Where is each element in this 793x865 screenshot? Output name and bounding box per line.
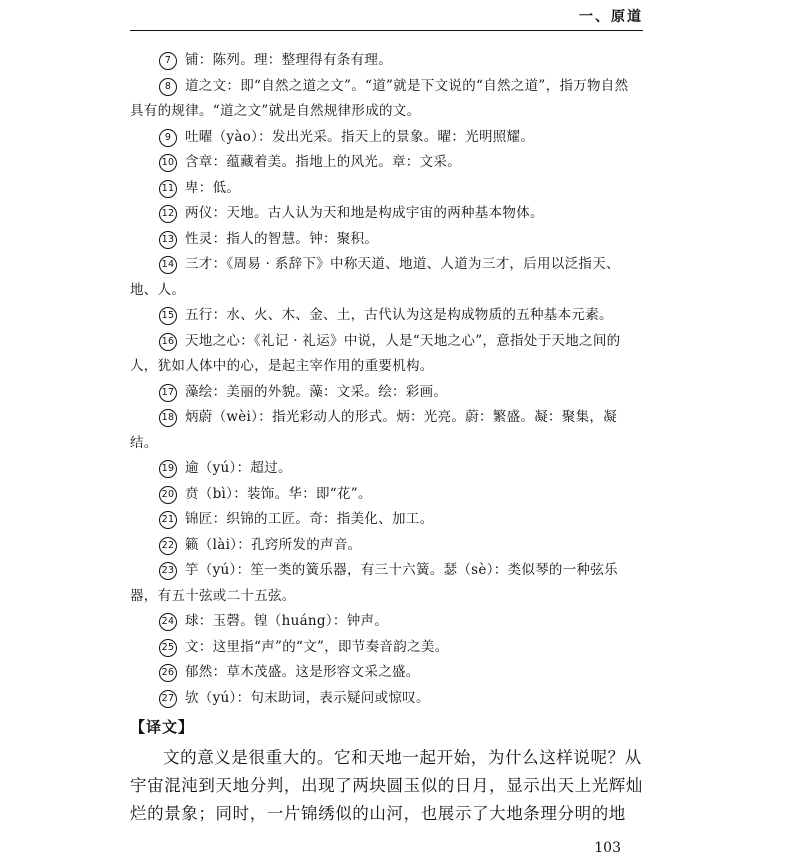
note-text: 炳蔚（wèi）：指光彩动人的形式。炳：光亮。蔚：繁盛。凝：聚集，凝结。 (130, 409, 618, 451)
annotation-note (130, 456, 642, 482)
note-text: 藻绘：美丽的外貌。藻：文采。绘：彩画。 (185, 383, 448, 400)
note-number-badge: 14 (159, 256, 177, 274)
annotation-note (130, 380, 642, 406)
note-number-badge: 12 (159, 205, 177, 223)
note-number-badge: 18 (159, 409, 177, 427)
note-text: 锦匠：织锦的工匠。奇：指美化、加工。 (185, 511, 434, 527)
page-number: 103 (594, 840, 621, 856)
annotation-note (130, 660, 642, 686)
annotation-note (130, 609, 642, 635)
annotation-list (130, 48, 642, 711)
note-number-badge: 25 (159, 639, 177, 657)
note-text: 五行：水、火、木、金、土，古代认为这是构成物质的五种基本元素。 (185, 307, 613, 323)
note-text: 球：玉磬。锽（huáng）：钟声。 (185, 613, 389, 629)
annotation-note (130, 533, 642, 559)
note-number-badge: 21 (159, 511, 177, 529)
annotation-note (130, 405, 642, 456)
note-number-badge: 23 (159, 562, 177, 580)
note-text: 文：这里指“声”的“文”，即节奏音韵之美。 (185, 638, 449, 655)
note-number-badge: 10 (159, 154, 177, 172)
note-number-badge: 24 (159, 613, 177, 631)
annotation-note (130, 558, 642, 609)
note-text: 贲（bì）：装饰。华：即“花”。 (185, 485, 372, 502)
annotation-note (130, 176, 642, 202)
annotation-note (130, 635, 642, 661)
note-text: 三才：《周易 · 系辞下》中称天道、地道、人道为三才，后用以泛指天、地、人。 (130, 256, 620, 298)
annotation-note (130, 686, 642, 712)
annotation-note (130, 201, 642, 227)
annotation-note (130, 150, 642, 176)
note-number-badge: 19 (159, 460, 177, 478)
note-number-badge: 13 (159, 231, 177, 249)
section-heading: 【译文】 (130, 718, 195, 736)
note-number-badge: 9 (159, 129, 177, 147)
note-text: 两仪：天地。古人认为天和地是构成宇宙的两种基本物体。 (185, 205, 544, 221)
note-text: 性灵：指人的智慧。钟：聚积。 (185, 230, 379, 247)
note-number-badge: 17 (159, 384, 177, 402)
annotation-note (130, 227, 642, 253)
note-number-badge: 22 (159, 537, 177, 555)
note-text: 欤（yú）：句末助词，表示疑问或惊叹。 (185, 689, 430, 706)
annotation-note (130, 252, 642, 303)
annotation-note (130, 74, 642, 125)
translation-paragraph: 文的意义是很重大的。它和天地一起开始，为什么这样说呢？从宇宙混沌到天地分判，出现了两块圆玉似的日月，显示出天上光辉灿烂的景象；同时，一片锦绣似的山河，也展示了大地条理分明的地 (130, 748, 643, 823)
note-text: 籁（lài）：孔窍所发的声音。 (185, 536, 362, 553)
annotation-note (130, 482, 642, 508)
annotation-note (130, 303, 642, 329)
note-text: 道之文：即“自然之道之文”。“道”就是下文说的“自然之道”，指万物自然具有的规律。“道之文”就是自然规律形成的文。 (130, 77, 629, 119)
running-header: 一、原道 (579, 9, 643, 25)
note-number-badge: 27 (159, 690, 177, 708)
note-text: 天地之心：《礼记 · 礼运》中说，人是“天地之心”，意指处于天地之间的人，犹如人体中的心，是起主宰作用的重要机构。 (130, 332, 621, 374)
header-rule (130, 30, 643, 31)
note-text: 竽（yú）：笙一类的簧乐器，有三十六簧。瑟（sè）：类似琴的一种弦乐器，有五十弦或二十五弦。 (130, 562, 618, 604)
note-number-badge: 26 (159, 664, 177, 682)
note-text: 逾（yú）：超过。 (185, 460, 292, 476)
note-number-badge: 16 (159, 333, 177, 351)
annotation-note (130, 507, 642, 533)
note-text: 吐曜（yào）：发出光采。指天上的景象。曜：光明照耀。 (185, 128, 535, 145)
note-number-badge: 15 (159, 307, 177, 325)
note-number-badge: 7 (159, 52, 177, 70)
note-text: 郁然：草木茂盛。这是形容文采之盛。 (185, 664, 420, 680)
annotation-note (130, 125, 642, 151)
note-number-badge: 8 (159, 78, 177, 96)
note-number-badge: 20 (159, 486, 177, 504)
note-number-badge: 11 (159, 180, 177, 198)
annotation-note (130, 329, 642, 380)
note-text: 含章：蕴藏着美。指地上的风光。章：文采。 (185, 154, 461, 170)
annotation-note (130, 48, 642, 74)
note-text: 卑：低。 (185, 179, 241, 196)
note-text: 铺：陈列。理：整理得有条有理。 (185, 52, 392, 68)
